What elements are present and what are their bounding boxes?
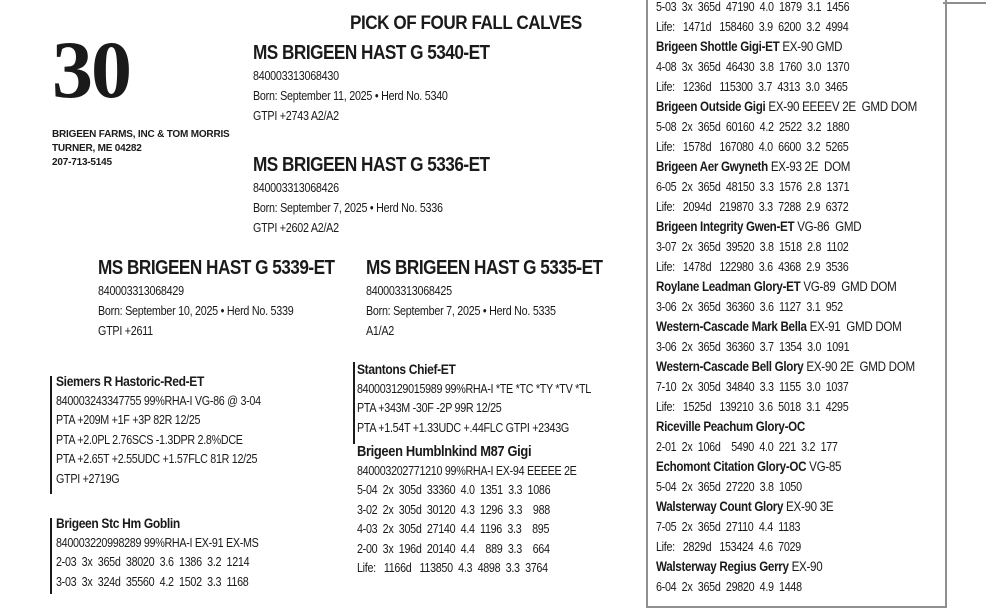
gigi-line: 3-02 2x 305d 30120 4.3 1296 3.3 988 — [357, 502, 550, 517]
record-line: 7-05 2x 365d 27110 4.4 1183 — [656, 520, 801, 534]
owner-info — [52, 128, 230, 170]
record-line: 3-07 2x 365d 39520 3.8 1518 2.8 1102 — [656, 240, 849, 254]
ancestor-label: Brigeen Shottle Gigi-ET — [656, 39, 780, 54]
ancestor-name — [656, 97, 917, 117]
dam-name: Brigeen Stc Hm Goblin — [56, 515, 180, 531]
calf-id: 840003313068430 — [253, 69, 339, 83]
ancestor-classification: EX-90 — [791, 559, 823, 574]
calf-5339 — [98, 255, 335, 341]
chief-block — [357, 360, 591, 438]
owner-name: BRIGEEN FARMS, INC & TOM MORRIS — [52, 129, 230, 140]
ancestor-label: Western-Cascade Bell Glory — [656, 359, 804, 374]
record-line: 5-08 2x 365d 60160 4.2 2522 3.2 1880 — [656, 120, 850, 134]
ancestor-classification: VG-86 GMD — [797, 219, 862, 234]
ancestor-classification: EX-90 GMD — [782, 39, 843, 54]
gigi-name: Brigeen Humblnkind M87 Gigi — [357, 443, 532, 460]
ancestor-name — [656, 157, 917, 177]
ancestor-name — [656, 217, 917, 237]
ancestor-classification: EX-90 2E GMD DOM — [806, 359, 915, 374]
ancestor-label: Western-Cascade Mark Bella — [656, 319, 807, 334]
chief-line: PTA +1.54T +1.33UDC +.44FLC GTPI +2343G — [357, 420, 569, 435]
ancestor-name — [656, 317, 917, 337]
ancestor-label: Walsterway Count Glory — [656, 499, 784, 514]
dam-block — [56, 514, 259, 592]
chief-name: Stantons Chief-ET — [357, 361, 456, 377]
lot-number: 30 — [52, 24, 130, 115]
chief-line: PTA +343M -30F -2P 99R 12/25 — [357, 401, 502, 415]
calf-5335 — [366, 255, 603, 341]
ancestor-classification: VG-85 — [809, 459, 842, 474]
gigi-block — [357, 442, 577, 579]
calf-id: 840003313068425 — [366, 284, 452, 298]
ancestor-label: Walsterway Regius Gerry — [656, 559, 789, 574]
ancestor-name — [656, 277, 917, 297]
record-line: 6-05 2x 365d 48150 3.3 1576 2.8 1371 — [656, 180, 850, 194]
ancestor-label: Riceville Peachum Glory-OC — [656, 419, 805, 434]
calf-id: 840003313068429 — [98, 284, 184, 298]
dam-line: 840003220998289 99%RHA-I EX-91 EX-MS — [56, 535, 259, 550]
ancestor-name — [656, 37, 917, 57]
calf-5336 — [253, 152, 490, 238]
record-line: 2-01 2x 106d 5490 4.0 221 3.2 177 — [656, 440, 838, 454]
ancestor-name — [656, 417, 917, 437]
calf-name: MS BRIGEEN HAST G 5336-ET — [253, 154, 490, 176]
ancestor-label: Brigeen Aer Gwyneth — [656, 159, 768, 174]
ancestor-name — [656, 557, 917, 577]
sire-line: 840003243347755 99%RHA-I VG-86 @ 3-04 — [56, 393, 261, 408]
page-title: PICK OF FOUR FALL CALVES — [350, 13, 582, 34]
sire-line: PTA +2.65T +2.55UDC +1.57FLC 81R 12/25 — [56, 452, 258, 466]
record-line: 7-10 2x 305d 34840 3.3 1155 3.0 1037 — [656, 380, 849, 394]
ancestor-classification: EX-93 2E DOM — [770, 159, 851, 174]
gigi-line: 4-03 2x 305d 27140 4.4 1196 3.3 895 — [357, 522, 550, 536]
record-line: Life: 1471d 158460 3.9 6200 3.2 4994 — [656, 20, 849, 34]
ancestor-name — [656, 497, 917, 517]
chief-line: 840003129015989 99%RHA-I *TE *TC *TY *TV *TL — [357, 381, 591, 396]
calf-name: MS BRIGEEN HAST G 5335-ET — [366, 257, 603, 279]
ancestor-name — [656, 457, 917, 477]
gigi-line: 840003202771210 99%RHA-I EX-94 EEEEE 2E — [357, 463, 577, 478]
calf-id: 840003313068426 — [253, 181, 339, 195]
dam-line: 3-03 3x 324d 35560 4.2 1502 3.3 1168 — [56, 574, 249, 589]
ancestor-classification: EX-91 GMD DOM — [809, 319, 902, 334]
calf-born: Born: September 10, 2025 • Herd No. 5339 — [98, 304, 294, 318]
ancestor-classification: EX-90 EEEEV 2E GMD DOM — [768, 99, 917, 114]
calf-born: Born: September 7, 2025 • Herd No. 5335 — [366, 304, 556, 318]
calf-name: MS BRIGEEN HAST G 5339-ET — [98, 257, 335, 279]
record-line: Life: 1478d 122980 3.6 4368 2.9 3536 — [656, 260, 849, 274]
record-line: 4-08 3x 365d 46430 3.8 1760 3.0 1370 — [656, 60, 850, 74]
calf-gtpi: GTPI +2611 — [98, 324, 153, 338]
record-line: Life: 1578d 167080 4.0 6600 3.2 5265 — [656, 140, 849, 154]
sire-name: Siemers R Hastoric-Red-ET — [56, 373, 204, 389]
dam-line: 2-03 3x 365d 38020 3.6 1386 3.2 1214 — [56, 555, 250, 569]
gigi-line: 2-00 3x 196d 20140 4.4 889 3.3 664 — [357, 541, 550, 556]
sire-line: GTPI +2719G — [56, 471, 120, 486]
calf-name: MS BRIGEEN HAST G 5340-ET — [253, 42, 490, 64]
calf-born: Born: September 7, 2025 • Herd No. 5336 — [253, 201, 443, 215]
record-line: 3-06 2x 365d 36360 3.7 1354 3.0 1091 — [656, 340, 850, 354]
sire-line: PTA +209M +1F +3P 82R 12/25 — [56, 413, 201, 427]
divider — [943, 2, 986, 4]
record-line: 3-06 2x 365d 36360 3.6 1127 3.1 952 — [656, 300, 843, 314]
ancestor-label: Brigeen Outside Gigi — [656, 99, 766, 114]
ancestor-label: Echomont Citation Glory-OC — [656, 459, 807, 474]
dam-bracket — [50, 518, 52, 594]
calf-gtpi: A1/A2 — [366, 324, 395, 338]
record-line: Life: 2829d 153424 4.6 7029 — [656, 540, 801, 554]
record-line: 5-04 2x 365d 27220 3.8 1050 — [656, 480, 802, 494]
owner-phone: 207-713-5145 — [52, 157, 112, 168]
calf-gtpi: GTPI +2602 A2/A2 — [253, 221, 339, 235]
record-line: Life: 2094d 219870 3.3 7288 2.9 6372 — [656, 200, 849, 214]
gigi-line: Life: 1166d 113850 4.3 4898 3.3 3764 — [357, 561, 548, 575]
owner-address: TURNER, ME 04282 — [52, 143, 142, 154]
gigi-line: 5-04 2x 305d 33360 4.0 1351 3.3 1086 — [357, 483, 551, 497]
record-line: 5-03 3x 365d 47190 4.0 1879 3.1 1456 — [656, 0, 850, 14]
ancestor-name — [656, 357, 917, 377]
pedigree-right-column — [656, 0, 917, 597]
sire-bracket — [50, 376, 52, 494]
record-line: Life: 1236d 115300 3.7 4313 3.0 3465 — [656, 80, 848, 94]
ancestor-classification: VG-89 GMD DOM — [803, 279, 897, 294]
ancestor-classification: EX-90 3E — [786, 499, 834, 514]
record-line: Life: 1525d 139210 3.6 5018 3.1 4295 — [656, 400, 849, 414]
calf-5340 — [253, 40, 490, 126]
calf-born: Born: September 11, 2025 • Herd No. 5340 — [253, 89, 448, 103]
chief-bracket — [353, 362, 355, 444]
ancestor-label: Brigeen Integrity Gwen-ET — [656, 219, 795, 234]
sire-block — [56, 372, 261, 489]
ancestor-label: Roylane Leadman Glory-ET — [656, 279, 801, 294]
record-line: 6-04 2x 365d 29820 4.9 1448 — [656, 580, 802, 594]
sire-line: PTA +2.0PL 2.76SCS -1.3DPR 2.8%DCE — [56, 432, 243, 447]
calf-gtpi: GTPI +2743 A2/A2 — [253, 109, 339, 123]
